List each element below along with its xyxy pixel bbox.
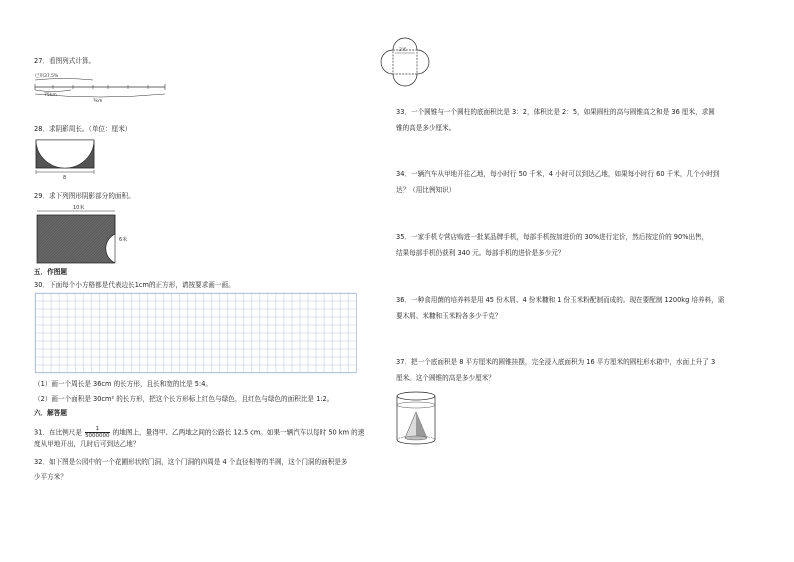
- q29-width-label: 10米: [73, 205, 85, 211]
- q31-fraction: [85, 426, 110, 439]
- q29-shaded-figure: [35, 203, 130, 265]
- section6-heading: 六．解答题: [34, 409, 67, 417]
- q34-line2: 达？（用比例知识）: [396, 186, 456, 194]
- q31-frac-den: 5000000: [85, 433, 110, 439]
- q31-frac-num: 1: [85, 426, 110, 433]
- q32-line2: 少平方米？: [34, 473, 67, 481]
- q35-line2: 结果每部手机仍获利 340 元。每部手机的进价是多少元？: [396, 249, 565, 257]
- q30-sub2: （2）画一个面积是 30cm² 的长方形，把这个长方形标上红色与绿色，且红色与绿色的面积比是 1:2。: [34, 395, 334, 403]
- q31-prefix: 31．在比例尺是: [34, 428, 82, 437]
- q29-height-label: 6米: [119, 237, 128, 243]
- q30-grid: [35, 293, 357, 373]
- q32-fig-label: 2米: [399, 48, 407, 53]
- q27-km-label: 75km: [44, 93, 57, 98]
- q32-line1: 32．如下图是公园中的一个花圃形状的门洞，这个门洞的四周是 4 个直径相等的半圆，这个门洞的面积是多: [34, 458, 348, 466]
- q33-line1: 33．一个圆锥与一个圆柱的底面积比是 3：2，体积比是 2：5，如果圆柱的高与圆锥高之和是 36 厘米，求圆: [396, 108, 715, 116]
- q30-label: 30．下面每个小方格都是代表边长1cm的正方形，请按要求画一画。: [34, 281, 235, 289]
- q28-shaded-figure: [35, 139, 97, 181]
- q32-door-figure: [381, 42, 435, 84]
- q27-total-label: ?km: [93, 99, 103, 104]
- q31-line1-rest: 的地图上，量得甲、乙两地之间的公路长 12.5 cm。如果一辆汽车以每时 50 km 的速: [112, 428, 365, 437]
- q29-label: 29．求下列图形阴影部分的面积。: [34, 192, 135, 200]
- q36-line1: 36．一种食用菌的培养料是用 45 份木屑、4 份米糠和 1 份玉米粉配制而成的。现在要配制 1200kg 培养料，需: [396, 296, 725, 304]
- q31-line1: [34, 426, 364, 439]
- q27-used-label: 已用37.5%: [35, 74, 59, 79]
- q36-line2: 要木屑、米糠和玉米粉各多少千克？: [396, 312, 502, 320]
- q37-cylinder-cone-figure: [395, 390, 439, 448]
- q35-line1: 35．一家手机专营店购进一批某品牌手机，每部手机按加进价的 30%进行定价，然后按定价的 90%出售，: [396, 233, 709, 241]
- q30-sub1: （1）画一个周长是 36cm 的长方形，且长和宽的比是 5:4。: [34, 380, 213, 388]
- q27-label: 27．看图列式计算。: [34, 57, 96, 65]
- section5-heading: 五．作图题: [34, 268, 67, 276]
- q37-line1: 37．把一个底面积是 8 平方厘米的圆锥挂摆，完全浸入底面积为 16 平方厘米的圆柱形水箱中，水面上升了 3: [396, 358, 716, 366]
- q37-line2: 厘米。这个圆锥的高是多少厘米？: [396, 374, 495, 382]
- q28-label: 28．求阴影周长。（单位：厘米）: [34, 125, 132, 133]
- q31-line2: 度从甲地开出，几时后可到达乙地？: [34, 440, 140, 448]
- q33-line2: 锥的高是多少厘米。: [396, 124, 456, 132]
- q34-line1: 34．一辆汽车从甲地开往乙地，每小时行 50 千米，4 小时可以到达乙地，如果每小时行 60 千米，几个小时到: [396, 170, 720, 178]
- q27-segment-diagram: [33, 72, 173, 102]
- q28-width-label: 8: [63, 175, 67, 181]
